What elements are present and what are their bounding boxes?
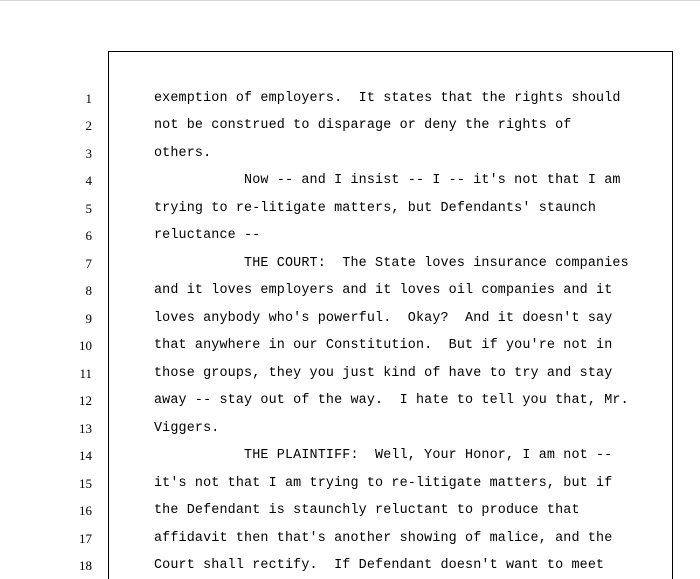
line-number: 18 bbox=[79, 558, 92, 573]
transcript-line: not be construed to disparage or deny the rights of bbox=[154, 118, 572, 133]
line-number: 9 bbox=[85, 311, 92, 326]
line-number: 10 bbox=[79, 338, 92, 353]
line-number: 11 bbox=[79, 366, 92, 381]
line-number: 7 bbox=[85, 256, 92, 271]
line-number: 5 bbox=[85, 201, 92, 216]
transcript-line: Viggers. bbox=[154, 421, 220, 436]
top-divider bbox=[0, 0, 700, 1]
line-number: 2 bbox=[85, 118, 92, 133]
transcript-line: it's not that I am trying to re-litigate matters, but if bbox=[154, 476, 613, 491]
transcript-line: Now -- and I insist -- I -- it's not that I am bbox=[154, 173, 621, 188]
line-number: 15 bbox=[79, 476, 92, 491]
transcript-line: exemption of employers. It states that the rights should bbox=[154, 91, 621, 106]
line-number: 16 bbox=[79, 503, 92, 518]
line-number: 8 bbox=[85, 283, 92, 298]
line-number: 1 bbox=[85, 91, 92, 106]
transcript-line: affidavit then that's another showing of malice, and the bbox=[154, 531, 613, 546]
transcript-line: and it loves employers and it loves oil companies and it bbox=[154, 283, 613, 298]
transcript-line: THE COURT: The State loves insurance companies bbox=[154, 256, 629, 271]
transcript-line: reluctance -- bbox=[154, 228, 261, 243]
line-number: 6 bbox=[85, 228, 92, 243]
transcript-line: others. bbox=[154, 146, 212, 161]
line-number: 12 bbox=[79, 393, 92, 408]
line-number: 3 bbox=[85, 146, 92, 161]
transcript-line: away -- stay out of the way. I hate to tell you that, Mr. bbox=[154, 393, 629, 408]
transcript-line: those groups, they you just kind of have to try and stay bbox=[154, 366, 613, 381]
line-number: 14 bbox=[79, 448, 92, 463]
line-number: 13 bbox=[79, 421, 92, 436]
transcript-line: trying to re-litigate matters, but Defendants' staunch bbox=[154, 201, 597, 216]
transcript-line: Court shall rectify. If Defendant doesn't want to meet bbox=[154, 558, 605, 573]
line-number: 17 bbox=[79, 531, 92, 546]
transcript-line: the Defendant is staunchly reluctant to produce that bbox=[154, 503, 580, 518]
transcript-line: loves anybody who's powerful. Okay? And it doesn't say bbox=[154, 311, 613, 326]
line-number: 4 bbox=[85, 173, 92, 188]
transcript-line: THE PLAINTIFF: Well, Your Honor, I am not -- bbox=[154, 448, 613, 463]
transcript-line: that anywhere in our Constitution. But if you're not in bbox=[154, 338, 613, 353]
